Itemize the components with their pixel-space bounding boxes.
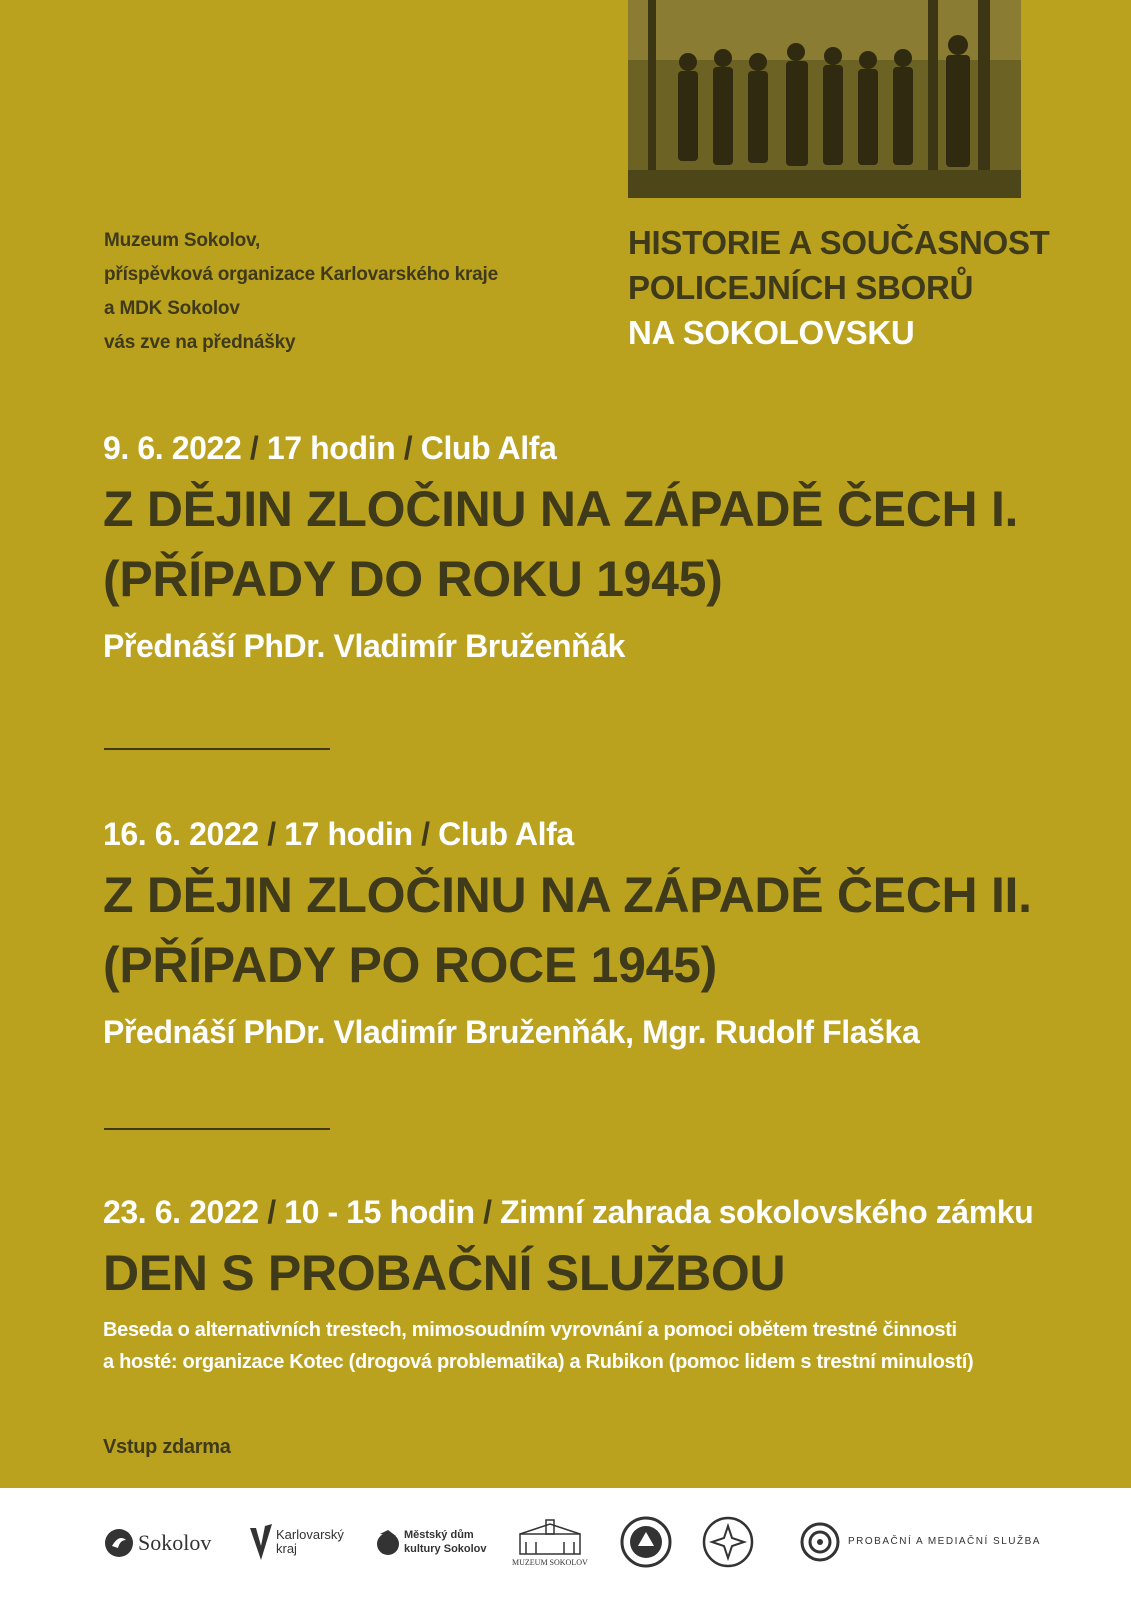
group-photo-image bbox=[628, 0, 1021, 198]
historic-photo bbox=[628, 0, 1021, 198]
event-1 bbox=[103, 428, 1063, 666]
event-meta bbox=[103, 428, 1063, 468]
logo-muzeum-sokolov bbox=[512, 1518, 588, 1570]
logo-probacni-sluzba bbox=[800, 1522, 1041, 1562]
event-2 bbox=[103, 814, 1063, 1052]
event-title bbox=[103, 474, 1063, 614]
kraj-logo-text: kraj bbox=[276, 1541, 297, 1556]
section-divider bbox=[104, 748, 330, 750]
event-time: 10 - 15 hodin bbox=[284, 1194, 475, 1230]
intro-line: Muzeum Sokolov, bbox=[104, 230, 261, 251]
event-place: Zimní zahrada sokolovského zámku bbox=[500, 1194, 1034, 1230]
mdk-logo-text: kultury Sokolov bbox=[404, 1543, 487, 1555]
logo-mdk-sokolov bbox=[374, 1528, 487, 1556]
event-title bbox=[103, 860, 1063, 1000]
series-title bbox=[628, 220, 1088, 355]
karlovarsky-kraj-logo-icon bbox=[248, 1522, 274, 1562]
event-speaker: Přednáší PhDr. Vladimír Bruženňák bbox=[103, 628, 626, 664]
event-title-line: Z DĚJIN ZLOČINU NA ZÁPADĚ ČECH I. bbox=[103, 481, 1019, 537]
event-description-line: Beseda o alternativních trestech, mimosoudním vyrovnání a pomoci obětem trestné činnosti bbox=[103, 1319, 957, 1341]
event-description bbox=[103, 1314, 1063, 1378]
meta-separator: / bbox=[403, 430, 413, 466]
series-title-line: NA SOKOLOVSKU bbox=[628, 314, 915, 351]
event-title-line: Z DĚJIN ZLOČINU NA ZÁPADĚ ČECH II. bbox=[103, 867, 1032, 923]
series-title-line: HISTORIE A SOUČASNOST bbox=[628, 224, 1050, 261]
event-title-line: (PŘÍPADY PO ROCE 1945) bbox=[103, 937, 717, 993]
intro-line: příspěvková organizace Karlovarského kraje bbox=[104, 264, 498, 285]
logo-police-museum-seal bbox=[620, 1516, 672, 1568]
sokolov-logo-text: Sokolov bbox=[138, 1530, 212, 1555]
meta-separator: / bbox=[267, 1194, 276, 1230]
event-description-line: a hosté: organizace Kotec (drogová problematika) a Rubikon (pomoc lidem s trestní minulostí) bbox=[103, 1351, 974, 1373]
police-star-icon bbox=[702, 1516, 754, 1568]
event-date: 9. 6. 2022 bbox=[103, 430, 242, 466]
event-speaker: Přednáší PhDr. Vladimír Bruženňák, Mgr. Rudolf Flaška bbox=[103, 1014, 920, 1050]
mdk-logo-icon bbox=[374, 1528, 402, 1556]
intro-text bbox=[104, 224, 564, 360]
castle-icon bbox=[514, 1518, 586, 1556]
intro-line: a MDK Sokolov bbox=[104, 298, 240, 319]
event-place: Club Alfa bbox=[438, 816, 574, 852]
event-time: 17 hodin bbox=[266, 430, 396, 466]
event-date: 23. 6. 2022 bbox=[103, 1194, 259, 1230]
sokolov-logo-icon bbox=[104, 1528, 134, 1558]
section-divider bbox=[104, 1128, 330, 1130]
logo-sokolov bbox=[104, 1528, 211, 1558]
police-seal-icon bbox=[620, 1516, 672, 1568]
event-title-line: (PŘÍPADY DO ROKU 1945) bbox=[103, 551, 723, 607]
meta-separator: / bbox=[483, 1194, 492, 1230]
intro-line: vás zve na přednášky bbox=[104, 332, 296, 353]
series-title-line: POLICEJNÍCH SBORŮ bbox=[628, 269, 974, 306]
muzeum-logo-text: MUZEUM SOKOLOV bbox=[512, 1558, 588, 1567]
event-meta bbox=[103, 814, 1063, 854]
event-date: 16. 6. 2022 bbox=[103, 816, 259, 852]
pms-logo-icon bbox=[800, 1522, 840, 1562]
mdk-logo-text: Městský dům bbox=[404, 1529, 474, 1541]
event-title-line: DEN S PROBAČNÍ SLUŽBOU bbox=[103, 1245, 786, 1301]
meta-separator: / bbox=[421, 816, 430, 852]
kraj-logo-text: Karlovarský bbox=[276, 1527, 344, 1542]
event-meta bbox=[103, 1192, 1063, 1232]
meta-separator: / bbox=[249, 430, 259, 466]
footer-logos bbox=[0, 1488, 1131, 1600]
event-title bbox=[103, 1238, 1063, 1308]
logo-karlovarsky-kraj bbox=[248, 1522, 344, 1562]
logo-policie-cr bbox=[702, 1516, 754, 1568]
event-3 bbox=[103, 1192, 1063, 1378]
event-place: Club Alfa bbox=[420, 430, 557, 466]
event-time: 17 hodin bbox=[284, 816, 413, 852]
free-entry-note: Vstup zdarma bbox=[103, 1436, 231, 1458]
pms-logo-text: PROBAČNÍ A MEDIAČNÍ SLUŽBA bbox=[848, 1536, 1041, 1547]
meta-separator: / bbox=[267, 816, 276, 852]
